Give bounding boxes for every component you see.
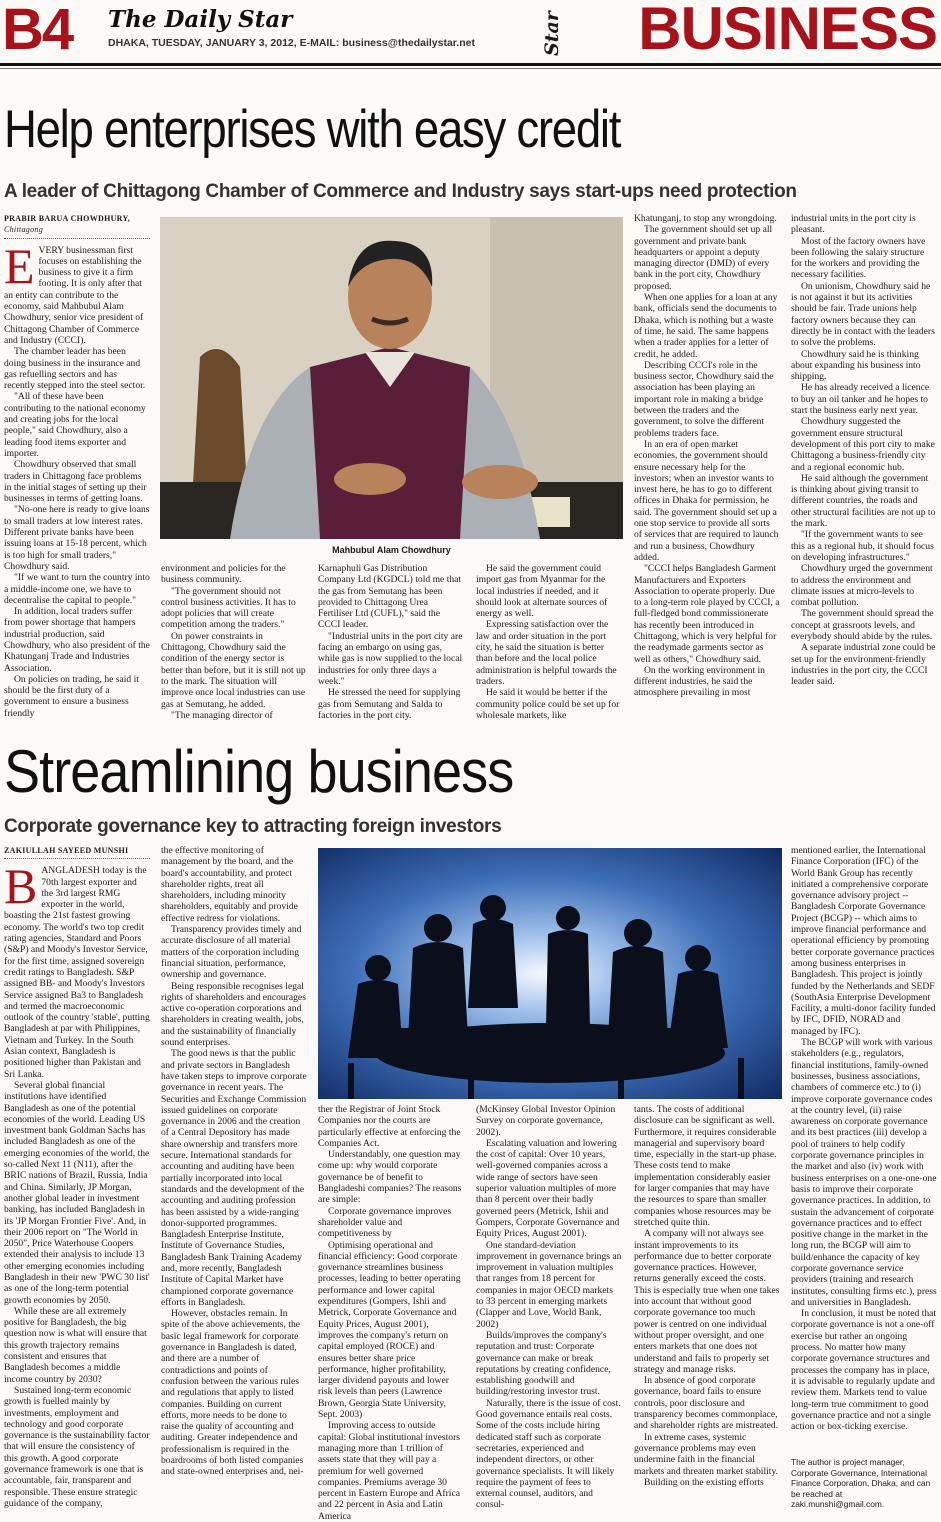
paragraph: ANGLADESH today is the 70th largest exporter and the 3rd largest RMG exporter in the world, boasting the 21st fastest growing economy. The world's two top credit rating agencies, Standard and Poors (S&P) and Moody's Investor Service, for the first time, assigned sovereign credit ratings to Bangladesh. S&P assigned BB- and Moody's Investors Service assigned Ba3 to Bangladesh and termed the macroeconomic outlook of the country 'stable', putting Bangladesh at par with Philippines, Vietnam and Turkey. In the South Asian context, Bangladesh is positioned higher than Pakistan and Sri Lanka.: [4, 865, 150, 1080]
paragraph: "If we want to turn the country into a middle-income one, we have to decentralise the capital to people.": [4, 572, 150, 606]
article2-subhead: Corporate governance key to attracting foreign investors: [4, 816, 502, 837]
silhouette-illustration: [318, 848, 782, 1099]
article1-col4: [476, 563, 622, 725]
article2-col1: [4, 845, 150, 1509]
article2-col3: [318, 1104, 464, 1522]
paragraph: A separate industrial zone could be set up for the environment-friendly industries in the port city, the CCCI leader said.: [791, 642, 936, 688]
article2-col5: [634, 1104, 780, 1500]
dropcap: E: [4, 237, 35, 294]
paragraph: In absence of good corporate governance, board fails to ensure controls, poor disclosure and transparency becomes commonplace, and shareholder rights are mistreated.: [634, 1375, 779, 1432]
paragraph: Builds/improves the company's reputation and trust: Corporate governance can make or break reputations by creating confidence, establishing goodwill and building/restoring investor trust.: [476, 1329, 611, 1398]
paragraph: Chowdhury observed that small traders in Chittagong face problems in the initial stages of setting up their businesses in terms of getting loans.: [4, 459, 147, 505]
paragraph: In an era of open market economies, the government should ensure necessary help for the investors; when an investor wants to invest here, he has to go to different offices in Dhaka for permission, he said. The government should set up a one stop service to provide all sorts of services that are required to launch and run a business, Chowdhury added.: [634, 438, 779, 563]
article1-subhead: A leader of Chittagong Chamber of Commerce and Industry says start-ups need protection: [4, 181, 797, 202]
paragraph: Corporate governance improves shareholder value and competitiveness by: [318, 1205, 452, 1240]
paragraph: Chowdhury urged the government to address the environment and climate issues at micro-levels to combat pollution.: [791, 563, 933, 609]
paragraph: Several global financial institutions have identified Bangladesh as one of the potential economies of the world. Leading US investment bank Goldman Sachs has included Bangladesh as one of the emerging economies of the world, the so-called Next 11 (N11), after the BRIC nations of Brazil, Russia, India and China. Similarly, JP Morgan, another global leader in investment banking, has included Bangladesh in its 'JP Morgan Frontier Five'. And, in their 2006 report on "The World in 2050", Price Waterhouse Coopers extended their analysis to include 13 other emerging economies including Bangladesh in their new 'PWC 30 list' as one of the long-term potential growth economies by 2050.: [4, 1079, 150, 1306]
masthead-rule: [0, 63, 941, 66]
paragraph: The BCGP will work with various stakeholders (e.g., regulators, financial institutions, family-owned businesses, business associations, chambers of commerce etc.) to (i) improve corporate governance codes at the country level, (ii) raise awareness on corporate governance and its best practices (iii) develop a pool of trainers to help codify corporate governance principles in the market and also (iv) work with business enterprises on a one-one-one basis to improve their corporate governance practices. In addition, to sustain the advancement of corporate governance practices and to effect positive change in the market in the long run, the BCGP will aim to build/enhance the capacity of key corporate governance service providers (training and research institutes, consulting firms etc.), press and universities in Bangladesh.: [791, 1037, 937, 1308]
paragraph: One standard-deviation improvement in governance brings an improvement in valuation multiples that ranges from 18 percent for companies in major OECD markets to 33 percent in emerging markets (Clapper and Love, World Bank, 2002): [476, 1239, 622, 1330]
brand-mark: [541, 4, 563, 60]
paragraph: A company will not always see instant improvements to its performance due to better corporate governance practices. However, returns generally exceed the costs. This is especially true when one takes into account that without good corporate governance too much power is centred on one individual without proper oversight, and one enters markets that one does not understand and fails to properly set strategy and manage risks.: [634, 1228, 780, 1375]
article2-col6: [791, 845, 937, 1455]
paragraph: environment and policies for the business community.: [161, 563, 286, 586]
masthead-rule-thin: [0, 68, 941, 69]
paragraph: tants. The costs of additional disclosure can be significant as well. Furthermore, it requires considerable managerial and supervisory board time, especially in the start-up phase. These costs tend to make implementation considerably easier for larger companies that may have the resources to spare than smaller companies whose resources may be stretched quite thin.: [634, 1104, 777, 1228]
paragraph: Building on the existing efforts: [644, 1476, 764, 1488]
paragraph: However, obstacles remain. In spite of the above achievements, the basic legal framework for corporate governance in Bangladesh is dated, and there are a number of contradictions and points of confusion between the various rules and regulations that apply to listed companies. Building on current efforts, more needs to be done to raise the quality of accounting and auditing. Greater independence and professionalism is required in the boardrooms of both listed companies and state-owned enterprises and, nei-: [161, 1308, 304, 1478]
paragraph: "The government should not control business activities. It has to adopt policies that will create competition among the traders.": [161, 585, 296, 631]
paragraph: He said it would be better if the community police could be set up for wholesale markets, like: [476, 687, 620, 721]
article1-col6: [791, 213, 937, 725]
paragraph: "CCCI helps Bangladesh Garment Manufacturers and Exporters Association to operate properly. Due to a long-term role played by CCCI, a full-fledged bond commissionerate has recently been introduced in Chittagong, which is very helpful for the readymade garments sector as well as others," Chowdhury said.: [634, 563, 780, 665]
article2-col4: [476, 1104, 622, 1511]
article2-col2: [161, 845, 307, 1500]
paragraph: The government should spread the concept at grassroots levels, and everybody should abide by the rules.: [791, 608, 934, 642]
paper-logo: The Daily Star: [108, 6, 293, 33]
paragraph: In addition, local traders suffer from power shortage that hampers industrial production, said Chowdhury, who also president of the Khatunganj Trade and Industries Association.: [4, 606, 150, 674]
paragraph: Understandably, one question may come up: why would corporate governance be of benefit to Bangladeshi companies? The reasons are simple:: [318, 1149, 462, 1206]
paragraph: "All of these have been contributing to the national economy and creating jobs for the local people," said Chowdhury, also a leading food items exporter and importer.: [4, 391, 146, 459]
article1-byline: PRABIR BARUA CHOWDHURY, Chittagong: [4, 213, 150, 239]
paragraph: Improving access to outside capital: Global institutional investors managing more than 1 trillion of assets state that they will pay a premium for well governed companies. Premiums average 30 percent in Eastern Europe and Africa and 22 percent in Asia and Latin America: [318, 1420, 461, 1522]
paragraph: "The managing director of: [171, 709, 273, 721]
paragraph: He said the government could import gas from Myanmar for the local industries if needed, and it should look at alternate sources of energy as well.: [476, 563, 608, 620]
paragraph: When one applies for a loan at any bank, officials send the documents to Dhaka, which is nothing but a waste of time, he said. The same happens when a trader applies for a letter of credit, he added.: [634, 292, 778, 360]
paragraph: On power constraints in Chittagong, Chowdhury said the condition of the energy sector is better than before, but it is still not up to the mark. The situation will improve once local industries can use gas at Semutang, he added.: [161, 630, 306, 710]
paragraph: On policies on trading, he said it should be the first duty of a government to ensure a business friendly: [4, 673, 139, 719]
paragraph: Chowdhury suggested the government ensure structural development of this port city to make Chittagong a business-friendly city and a regional economic hub.: [791, 416, 935, 473]
section-title: BUSINESS: [638, 0, 937, 62]
paragraph: industrial units in the port city is pleasant.: [791, 213, 916, 236]
paragraph: The good news is that the public and private sectors in Bangladesh have taken steps to improve corporate governance in recent years. The Securities and Exchange Commission issued guidelines on corporate governance in 2006 and the creation of a Central Depository has made share ownership and transfers more secure. International standards for accounting and auditing have been partially incorporated into local standards and the development of the accounting and auditing profession has been assisted by a wide-ranging donor-supported programmes. Bangladesh Enterprise Institute, Institute of Governance Studies, Bangladesh Bank Training Academy and, more recently, Bangladesh Institute of Capital Market have championed corporate governance efforts in Bangladesh.: [161, 1048, 307, 1308]
article1-col3: [318, 563, 464, 725]
paragraph: He stressed the need for supplying gas from Semutang and Salda to factories in the port city.: [318, 687, 461, 721]
paragraph: "If the government wants to see this as a regional hub, it should focus on developing infrastructures.": [791, 529, 934, 563]
paragraph: Describing CCCI's role in the business sector, Chowdhury said the association has been playing an important role in making a bridge between the traders and the government, to solve the different problems traders face.: [634, 359, 774, 439]
author-note: The author is project manager, Corporate Governance, International Finance Corporation, Dhaka, and can be reached at zaki.munshi@gmail.com.: [791, 1457, 931, 1509]
paragraph: Naturally, there is the issue of cost. Good governance entails real costs. Some of the costs include hiring dedicated staff such as corporate secretaries, experienced and independent directors, or other governance specialists. It will likely require the payment of fees to external counsel, auditors, and consul-: [476, 1397, 621, 1511]
paragraph: Khatunganj, to stop any wrongdoing.: [634, 213, 777, 224]
paragraph: "Industrial units in the port city are facing an embargo on using gas, while gas is now supplied to the local industries for only three days a week.": [318, 630, 463, 687]
paragraph: Transparency provides timely and accurate disclosure of all material matters of the corporation including financial situation, performance, ownership and governance.: [161, 924, 302, 981]
email-link[interactable]: business@thedailystar.net: [342, 37, 475, 49]
paragraph: On unionism, Chowdhury said he is not against it but its activities should be fair. Trade unions help factory owners because they can directly be in contact with the leaders to solve the problems.: [791, 280, 935, 349]
article1-headline: Help enterprises with easy credit: [4, 100, 621, 159]
paragraph: Expressing satisfaction over the law and order situation in the port city, he said the situation is better than before and the local police administration is helpful towards the traders.: [476, 619, 617, 687]
paragraph: Sustained long-term economic growth is fuelled mainly by investments, employment and technology and good corporate governance is the sustainability factor that will ensure the consistency of this growth. A good corporate governance framework is one that is accountable, fair, transparent and responsible. These ensure strategic guidance of the company,: [4, 1384, 150, 1509]
article1-col2: [161, 563, 307, 725]
paragraph: (McKinsey Global Investor Opinion Survey on corporate governance, 2002).: [476, 1104, 616, 1138]
article2-headline: Streamlining business: [4, 738, 514, 805]
article1-col5: [634, 213, 780, 725]
paragraph: Optimising operational and financial efficiency: Good corporate governance streamlines business processes, leading to better operating performance and lower capital expenditures (Gompers, Ishii and Metrick, Corporate Governance and Equity Prices, August 2001), improves the company's return on capital employed (ROCE) and ensures better share price performance, higher profitability, larger dividend payouts and lower risk levels than peers (Lawrence Brown, Georgia State University, Sept. 2003): [318, 1239, 461, 1421]
paragraph: In extreme cases, systemic governance problems may even undermine faith in the financial markets and threaten market stability.: [634, 1431, 779, 1477]
page-number: B4: [2, 0, 73, 62]
boardroom-photo: [318, 848, 782, 1099]
dropcap: B: [4, 858, 38, 915]
dateline: [108, 37, 475, 49]
paragraph: the effective monitoring of management by the board, and the board's accountability, and protect shareholder rights, treat all shareholders, including minority shareholders, equitably and provide effective redress for violations.: [161, 845, 298, 924]
photo-caption: Mahbubul Alam Chowdhury: [332, 545, 451, 555]
paragraph: On the working environment in different industries, he said the atmosphere prevailing in most: [634, 664, 765, 699]
article1-col1: [4, 213, 150, 725]
paragraph: "No-one here is ready to give loans to small traders at low interest rates. Different private banks have been issuing loans at 15-18 percent, which is too high for small traders," Chowdhury said.: [4, 504, 150, 572]
paragraph: Most of the factory owners have been following the salary structure for the workers and providing the necessary facilities.: [791, 235, 926, 281]
paragraph: ther the Registrar of Joint Stock Companies nor the courts are particularly effective at enforcing the Companies Act.: [318, 1104, 461, 1149]
paragraph: While these are all extremely positive for Bangladesh, the big question now is what will ensure that this growth trajectory remains consistent and ensures that Bangladesh becomes a middle income country by 2030?: [4, 1305, 147, 1385]
paragraph: mentioned earlier, the International Finance Corporation (IFC) of the World Bank Group has recently initiated a comprehensive corporate governance advisory project -- Bangladesh Corporate Governance Project (BCGP) -- which aims to improve financial performance and operational efficiency by promoting better corporate governance practices among business enterprises in Bangladesh. This project is jointly funded by the Netherlands and SEDF (SouthAsia Enterprise Development Facility, a multi-donor facility funded by IFC, DFID, NORAD and managed by IFC).: [791, 845, 936, 1037]
paragraph: VERY businessman first focuses on establishing the business to give it a firm footing. It is only after that an entity can contribute to the economy, said Mahbubul Alam Chowdhury, senior vice president of Chittagong Chamber of Commerce and Industry (CCCI).: [4, 244, 144, 346]
paragraph: In conclusion, it must be noted that corporate governance is not a one-off exercise but rather an ongoing process. No matter how many corporate governance structures and processes the company has in place, it is advisable to regularly update and review them. Markets tend to value long-term true commitment to good governance practice and not a single action or box-ticking exercise.: [791, 1308, 937, 1433]
paragraph: He has already received a licence to buy an oil tanker and he hopes to start the business early next year.: [791, 382, 930, 417]
portrait-illustration: [160, 217, 623, 539]
paragraph: Escalating valuation and lowering the cost of capital: Over 10 years, well-governed companies across a wide range of sectors have seen superior valuation multiples of more than 8 percent over their badly governed peers (Metrick, Ishii and Gompers, Corporate Governance and Equity Prices, August 2001).: [476, 1137, 620, 1240]
article2-byline: ZAKIULLAH SAYEED MUNSHI: [4, 845, 150, 859]
paragraph: Karnaphuli Gas Distribution Company Ltd (KGDCL) told me that the gas from Semutang has been provided to Chittagong Urea Fertiliser Ltd (CUFL)," said the CCCI leader.: [318, 563, 462, 631]
paragraph: Being responsible recognises legal rights of shareholders and encourages active co-operation corporations and shareholders in creating wealth, jobs, and the sustainability of financially sound enterprises.: [161, 980, 306, 1049]
email-label: E-MAIL:: [299, 37, 340, 49]
brand-text: Star: [541, 11, 563, 56]
paragraph: He said although the government is thinking about giving transit to different countries, the roads and other structural facilities are not up to the mark.: [791, 472, 936, 530]
paragraph: The chamber leader has been doing business in the insurance and gas refuelling sectors and has recently stepped into the steel sector.: [4, 346, 146, 392]
portrait-photo: [160, 217, 623, 539]
date-text: DHAKA, TUESDAY, JANUARY 3, 2012,: [108, 37, 297, 49]
paragraph: The government should set up all government and private bank headquarters or appoint a deputy managing director (DMD) of every bank in the port city, Chowdhury proposed.: [634, 224, 773, 292]
paragraph: Chowdhury said he is thinking about expanding his business into shipping.: [791, 348, 921, 383]
